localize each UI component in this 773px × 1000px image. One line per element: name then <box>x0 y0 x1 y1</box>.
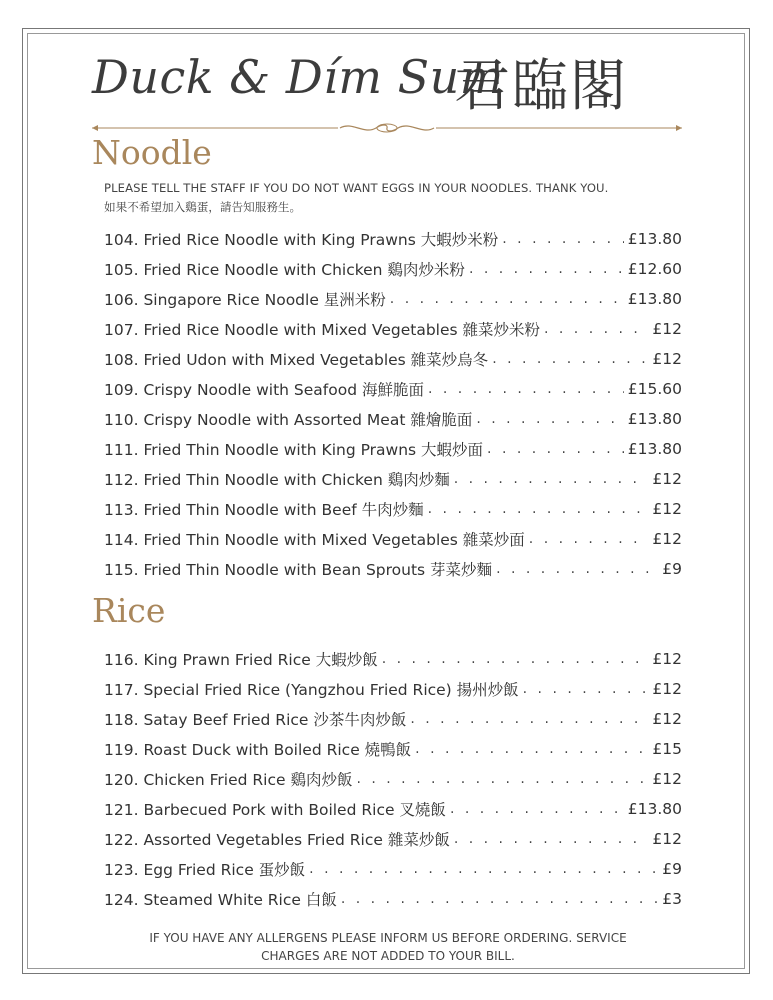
dot-leader <box>487 441 624 457</box>
menu-item-name: 104. Fried Rice Noodle with King Prawns 大蝦炒米粉 <box>104 231 499 249</box>
menu-item-name: 109. Crispy Noodle with Seafood 海鮮脆面 <box>104 381 424 399</box>
menu-item <box>104 674 682 704</box>
dot-leader <box>476 411 623 427</box>
menu-item-name: 117. Special Fried Rice (Yangzhou Fried Rice) 揚州炒飯 <box>104 681 519 699</box>
dot-leader <box>454 831 649 847</box>
dot-leader <box>523 681 649 697</box>
menu-item-name: 110. Crispy Noodle with Assorted Meat 雜燴脆面 <box>104 411 473 429</box>
dot-leader <box>492 351 648 367</box>
menu-item-name: 121. Barbecued Pork with Boiled Rice 叉燒飯 <box>104 801 446 819</box>
dot-leader <box>544 321 648 337</box>
egg-notice-chinese: 如果不希望加入鷄蛋，請告知服務生。 <box>104 200 302 214</box>
menu-item-name: 108. Fried Udon with Mixed Vegetables 雜菜炒烏冬 <box>104 351 489 369</box>
menu-item <box>104 554 682 584</box>
dot-leader <box>415 741 648 757</box>
menu-item-price: £12 <box>652 770 682 788</box>
menu-item-price: £15 <box>652 740 682 758</box>
menu-item-price: £12 <box>652 470 682 488</box>
dot-leader <box>454 471 649 487</box>
dot-leader <box>356 771 648 787</box>
menu-item-name: 111. Fried Thin Noodle with King Prawns 大蝦炒面 <box>104 441 484 459</box>
menu-item-price: £12 <box>652 320 682 338</box>
restaurant-header <box>92 40 692 120</box>
footer-line-2: CHARGES ARE NOT ADDED TO YOUR BILL. <box>261 949 515 963</box>
menu-item <box>104 284 682 314</box>
dot-leader <box>496 561 658 577</box>
menu-item-price: £12 <box>652 830 682 848</box>
menu-item <box>104 464 682 494</box>
menu-item-price: £12 <box>652 500 682 518</box>
menu-item-price: £9 <box>662 860 682 878</box>
dot-leader <box>428 381 624 397</box>
menu-item <box>104 314 682 344</box>
menu-item-name: 122. Assorted Vegetables Fried Rice 雜菜炒飯 <box>104 831 450 849</box>
allergen-footer <box>110 929 666 965</box>
menu-item <box>104 854 682 884</box>
menu-item-name: 115. Fried Thin Noodle with Bean Sprouts 芽菜炒麵 <box>104 561 493 579</box>
menu-item <box>104 404 682 434</box>
menu-item-price: £13.80 <box>627 290 682 308</box>
dot-leader <box>410 711 648 727</box>
menu-item-name: 107. Fried Rice Noodle with Mixed Vegetables 雜菜炒米粉 <box>104 321 540 339</box>
menu-item-price: £12 <box>652 680 682 698</box>
dot-leader <box>382 651 649 667</box>
menu-item-name: 116. King Prawn Fried Rice 大蝦炒飯 <box>104 651 378 669</box>
menu-item-name: 106. Singapore Rice Noodle 星洲米粉 <box>104 291 386 309</box>
menu-item-price: £13.80 <box>627 230 682 248</box>
menu-item <box>104 644 682 674</box>
noodle-menu-list <box>104 224 682 584</box>
menu-item <box>104 494 682 524</box>
rice-menu-list <box>104 644 682 914</box>
menu-item-price: £12 <box>652 350 682 368</box>
menu-item-name: 118. Satay Beef Fried Rice 沙茶牛肉炒飯 <box>104 711 407 729</box>
menu-item <box>104 374 682 404</box>
menu-item-name: 119. Roast Duck with Boiled Rice 燒鴨飯 <box>104 741 412 759</box>
menu-item-name: 120. Chicken Fried Rice 鷄肉炒飯 <box>104 771 353 789</box>
dot-leader <box>390 291 624 307</box>
menu-item <box>104 794 682 824</box>
menu-item-name: 124. Steamed White Rice 白飯 <box>104 891 337 909</box>
menu-item-name: 113. Fried Thin Noodle with Beef 牛肉炒麵 <box>104 501 424 519</box>
menu-item-name: 112. Fried Thin Noodle with Chicken 鷄肉炒麵 <box>104 471 450 489</box>
menu-item-price: £15.60 <box>627 380 682 398</box>
menu-item-name: 105. Fried Rice Noodle with Chicken 鷄肉炒米粉 <box>104 261 465 279</box>
menu-item <box>104 344 682 374</box>
dot-leader <box>341 891 658 907</box>
menu-item-price: £12 <box>652 530 682 548</box>
menu-item-price: £9 <box>662 560 682 578</box>
menu-item-price: £13.80 <box>627 800 682 818</box>
menu-item-price: £12.60 <box>627 260 682 278</box>
menu-item <box>104 734 682 764</box>
dot-leader <box>309 861 658 877</box>
brand-name-chinese: 君臨閣 <box>454 54 628 119</box>
menu-item <box>104 524 682 554</box>
dot-leader <box>502 231 623 247</box>
brand-name-latin: Duck & Dím Sum <box>92 50 504 104</box>
egg-notice-english: PLEASE TELL THE STAFF IF YOU DO NOT WANT EGGS IN YOUR NOODLES. THANK YOU. <box>104 181 609 195</box>
menu-item <box>104 764 682 794</box>
menu-item-name: 123. Egg Fried Rice 蛋炒飯 <box>104 861 306 879</box>
section-title-rice: Rice <box>92 591 166 630</box>
menu-item <box>104 824 682 854</box>
menu-item-name: 114. Fried Thin Noodle with Mixed Vegetables 雜菜炒面 <box>104 531 525 549</box>
menu-item-price: £12 <box>652 710 682 728</box>
menu-item-price: £13.80 <box>627 440 682 458</box>
dot-leader <box>469 261 624 277</box>
menu-item <box>104 254 682 284</box>
footer-line-1: IF YOU HAVE ANY ALLERGENS PLEASE INFORM US BEFORE ORDERING. SERVICE <box>149 931 627 945</box>
menu-item-price: £12 <box>652 650 682 668</box>
menu-item <box>104 884 682 914</box>
section-title-noodle: Noodle <box>92 133 212 172</box>
menu-item <box>104 704 682 734</box>
dot-leader <box>529 531 649 547</box>
dot-leader <box>428 501 649 517</box>
menu-item <box>104 434 682 464</box>
dot-leader <box>450 801 624 817</box>
menu-item-price: £13.80 <box>627 410 682 428</box>
menu-item-price: £3 <box>662 890 682 908</box>
menu-item <box>104 224 682 254</box>
